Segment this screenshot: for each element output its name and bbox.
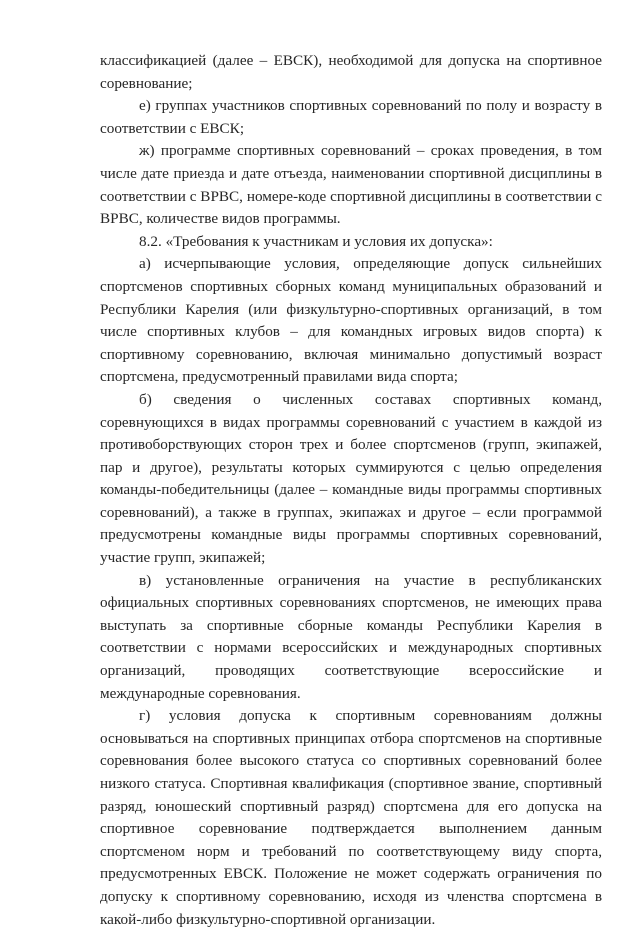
section-heading-8-2: 8.2. «Требования к участникам и условия их допуска»:	[139, 232, 493, 250]
paragraph-item-g: г) условия допуска к спортивным соревнованиям должны основываться на спортивных принципах отбора спортсменов на спортивные соревнования более высокого статуса со спортивных соревнований более низкого статуса. Спортивная квалификация (спортивное звание, спортивный разряд, юношеский спортивный разряд) спортсмена для его допуска на спортивное соревнование подтверждается выполнением данным спортсменом норм и требований по соответствующему виду спорта, предусмотренных ЕВСК. Положение не может содержать ограничения по допуску к спортивному соревнованию, исходя из членства спортсмена в какой-либо физкультурно-спортивной организации.	[100, 707, 602, 928]
paragraph-item-b: б) сведения о численных составах спортивных команд, соревнующихся в видах программы соревнований с участием в каждой из противоборствующих сторон трех и более спортсменов (групп, экипажей, пар и другое), результаты которых суммируются с целью определения команды-победительницы (далее – командные виды программы спортивных соревнований), а также в группах, экипажах и другое – если программой предусмотрены командные виды программы спортивных соревнований, участие групп, экипажей;	[100, 390, 602, 567]
paragraph-item-zh: ж) программе спортивных соревнований – сроках проведения, в том числе дате приезда и дате отъезда, наименовании спортивной дисциплины в соответствии с ВРВС, номере-коде спортивной дисциплины в соответствии с ВРВС, количестве видов программы.	[100, 142, 602, 228]
paragraph-item-a: а) исчерпывающие условия, определяющие допуск сильнейших спортсменов спортивных сборных команд муниципальных образований и Республики Карелия (или физкультурно-спортивных организаций, в том числе спортивных клубов – для командных игровых видов спорта) к спортивному соревнованию, включая минимально допустимый возраст спортсмена, предусмотренный правилами вида спорта;	[100, 255, 602, 386]
paragraph-item-v: в) установленные ограничения на участие в республиканских официальных спортивных соревнованиях спортсменов, не имеющих права выступать за спортивные сборные команды Республики Карелия в соответствии с нормами всероссийских и международных спортивных организаций, проводящих соответствующие всероссийские и международные соревнования.	[100, 571, 602, 702]
document-body	[100, 50, 602, 931]
paragraph-continuation: классификацией (далее – ЕВСК), необходимой для допуска на спортивное соревнование;	[100, 52, 602, 92]
paragraph-item-e: е) группах участников спортивных соревнований по полу и возрасту в соответствии с ЕВСК;	[100, 97, 602, 137]
